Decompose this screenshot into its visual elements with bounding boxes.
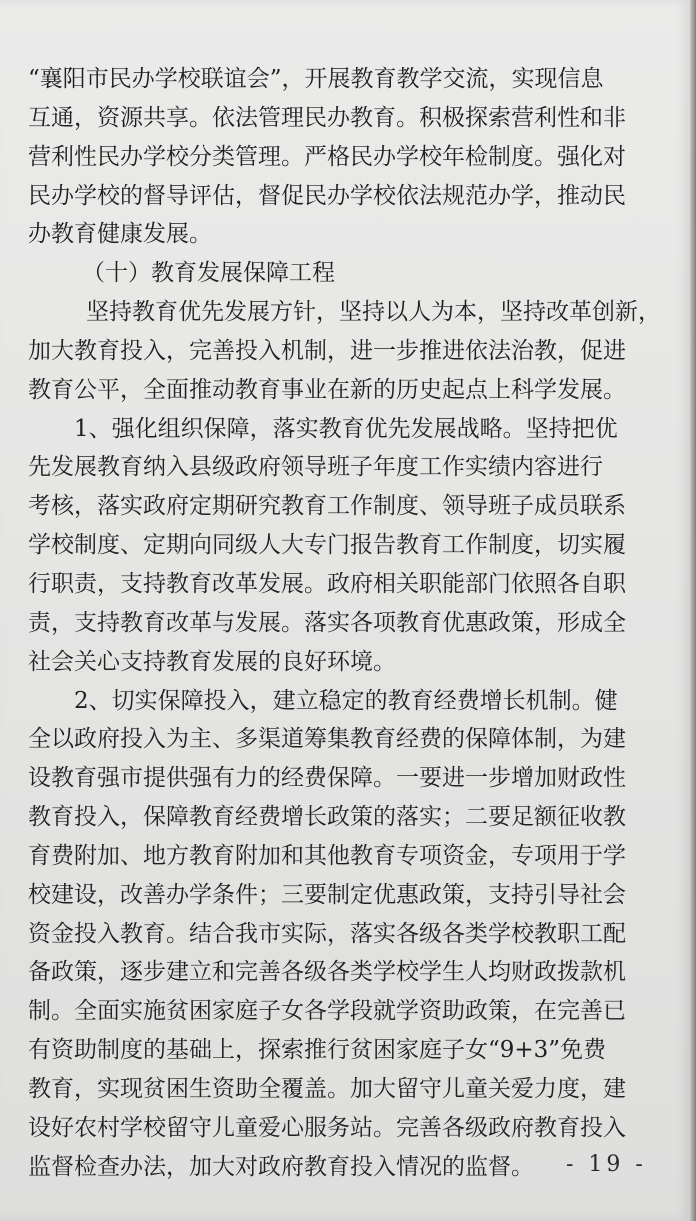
page-edge-shadow — [690, 0, 696, 1221]
text-line: 备政策，逐步建立和完善各级各类学校学生人均财政拨款机 — [28, 959, 626, 986]
text-line: 资金投入教育。结合我市实际，落实各级各类学校教职工配 — [28, 920, 626, 947]
text-line: 教育公平，全面推动教育事业在新的历史起点上科学发展。 — [28, 376, 626, 403]
text-line: 设好农村学校留守儿童爱心服务站。完善各级政府教育投入 — [28, 1114, 626, 1141]
text-line: 有资助制度的基础上，探索推行贫困家庭子女“9+3”免费 — [28, 1037, 607, 1064]
text-line: 互通，资源共享。依法管理民办教育。积极探索营利性和非 — [28, 104, 626, 131]
text-line: 民办学校的督导评估，督促民办学校依法规范办学，推动民 — [28, 182, 626, 209]
text-line: “襄阳市民办学校联谊会”，开展教育教学交流，实现信息 — [28, 66, 604, 92]
text-line: 责，支持教育改革与发展。落实各项教育优惠政策，形成全 — [28, 609, 626, 636]
section-heading: （十）教育发展保障工程 — [82, 260, 335, 287]
text-line: 全以政府投入为主、多渠道筹集教育经费的保障体制，为建 — [28, 726, 626, 753]
text-line: 坚持教育优先发展方针，坚持以人为本，坚持改革创新， — [86, 299, 661, 326]
text-line: 加大教育投入，完善投入机制，进一步推进依法治教，促进 — [28, 337, 626, 364]
text-line: 学校制度、定期向同级人大专门报告教育工作制度，切实履 — [28, 532, 626, 559]
text-line: 办教育健康发展。 — [28, 221, 212, 248]
text-line: 营利性民办学校分类管理。严格民办学校年检制度。强化对 — [28, 143, 626, 170]
text-line: 行职责，支持教育改革发展。政府相关职能部门依照各自职 — [28, 570, 626, 597]
page-number: - 19 - — [566, 1152, 647, 1177]
text-line: 1、强化组织保障，落实教育优先发展战略。坚持把优 — [74, 415, 618, 442]
text-line: 育费附加、地方教育附加和其他教育专项资金，专项用于学 — [28, 842, 626, 869]
text-line: 考核，落实政府定期研究教育工作制度、领导班子成员联系 — [28, 493, 626, 520]
text-line: 设教育强市提供强有力的经费保障。一要进一步增加财政性 — [28, 765, 626, 792]
body-text — [28, 60, 668, 1186]
text-line: 2、切实保障投入，建立稳定的教育经费增长机制。健 — [74, 687, 618, 714]
text-line: 教育，实现贫困生资助全覆盖。加大留守儿童关爱力度，建 — [28, 1075, 626, 1102]
text-line: 先发展教育纳入县级政府领导班子年度工作实绩内容进行 — [28, 454, 603, 481]
text-line: 社会关心支持教育发展的良好环境。 — [28, 648, 396, 675]
text-line: 监督检查办法，加大对政府教育投入情况的监督。 — [28, 1153, 534, 1180]
text-line: 校建设，改善办学条件；三要制定优惠政策，支持引导社会 — [28, 881, 626, 908]
text-line: 制。全面实施贫困家庭子女各学段就学资助政策，在完善已 — [28, 998, 626, 1025]
text-line: 教育投入，保障教育经费增长政策的落实；二要足额征收教 — [28, 804, 626, 831]
